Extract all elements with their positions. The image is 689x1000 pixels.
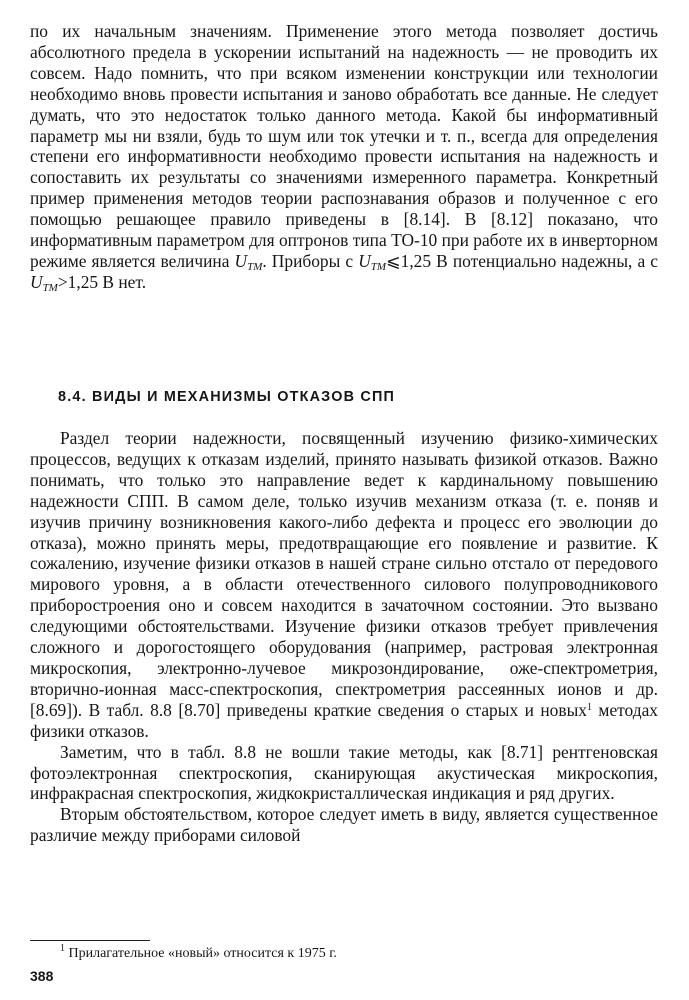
variable-subscript: TM	[42, 281, 58, 294]
paragraph: Заметим, что в табл. 8.8 не вошли такие методы, как [8.71] рентгеновская фотоэлектронная спектроскопия, сканирующая акустическая микроскопия, инфракрасная спектроскопия, жидкокристаллическая индикация и ряд других.	[30, 741, 658, 804]
paragraph	[30, 428, 658, 742]
variable-u-tm	[235, 251, 263, 271]
paragraph	[30, 21, 658, 293]
footnote-text: Прилагательное «новый» относится к 1975 г.	[65, 946, 337, 961]
variable-symbol: U	[358, 250, 371, 271]
paragraph-text: Раздел теории надежности, посвященный изучению физико-химических процессов, ведущих к отказам изделий, принято называть физикой отказов. Важно понимать, что только это направление ведет к кардинальному повышению надежности СПП. В самом деле, только изучив механизм отказа (т. е. поняв и изучив причину возникновения какого-либо дефекта и процесс его эволюции до отказа), можно принять меры, предотвращающие его появление и развитие. К сожалению, изучение физики отказов в нашей стране сильно отстало от передового мирового уровня, а в области отечественного силового полупроводникового приборостроения оно и совсем находится в зачаточном состоянии. Это вызвано следующими обстоятельствами. Изучение физики отказов требует привлечения сложного и дорогостоящего оборудования (например, растровая электронная микроскопия, электронно-лучевое микрозондирование, оже-спектрометрия, вторично-ионная масс-спектроскопия, спектрометрия рассеянных ионов и др. [8.69]). В табл. 8.8 [8.70] приведены краткие сведения о старых и новых	[30, 428, 658, 720]
variable-symbol: U	[234, 250, 248, 271]
footnote-reference: 1	[586, 701, 592, 713]
page-number: 388	[30, 968, 54, 984]
continued-paragraph	[30, 21, 658, 293]
variable-u-tm	[30, 272, 58, 292]
section-body	[30, 428, 658, 846]
paragraph-text: методах физики отказов.	[30, 699, 658, 741]
variable-subscript: TM	[370, 260, 387, 273]
paragraph-text: по их начальным значениям. Применение этого метода позволяет достичь абсолютного предела в ускорении испытаний на надежность — не проводить их совсем. Надо помнить, что при всяком изменении конструкции или технологии необходимо вновь провести испытания и заново обработать все данные. Не следует думать, что это недостаток только данного метода. Какой бы информативный параметр мы ни взяли, будь то шум или ток утечки и т. п., всегда для определения степени его информативности необходимо провести испытания на надежность и сопоставить их результаты со значениями измеренного параметра. Конкретный пример применения методов теории распознавания образов и полученное с его помощью решающее правило приведены в [8.14]. В [8.12] показано, что информативным параметром для оптронов типа ТО-10 при работе их в инверторном режиме является величина	[30, 21, 658, 271]
section-heading: 8.4. ВИДЫ И МЕХАНИЗМЫ ОТКАЗОВ СПП	[58, 389, 396, 405]
footnote	[60, 945, 337, 963]
footnote-marker: 1	[60, 943, 65, 954]
variable-symbol: U	[30, 271, 43, 292]
paragraph: Вторым обстоятельством, которое следует иметь в виду, является существенное различие между приборами силовой	[30, 804, 658, 846]
paragraph-text: ⩽1,25 В потенциально надежны, а с	[386, 250, 658, 271]
variable-subscript: TM	[247, 260, 263, 273]
paragraph-text: >1,25 В нет.	[57, 271, 147, 292]
paragraph-text: . Приборы с	[262, 250, 354, 271]
variable-u-tm	[358, 251, 386, 271]
footnote-divider	[30, 940, 150, 941]
